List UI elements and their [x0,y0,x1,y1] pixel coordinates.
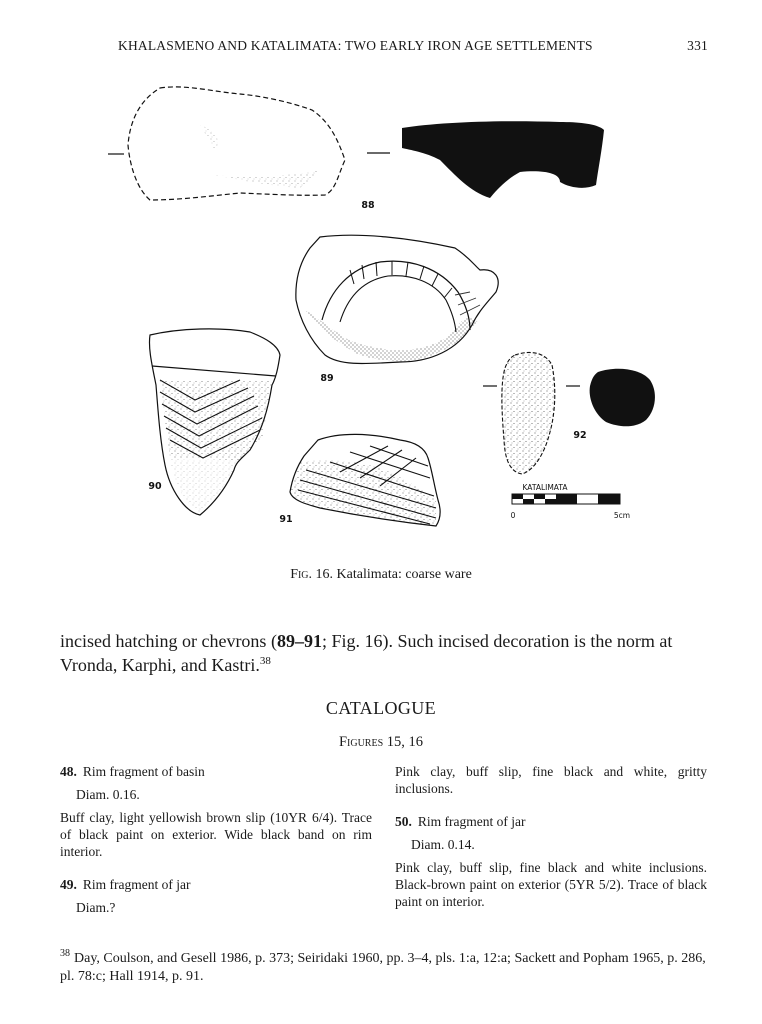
entry-50-name: Rim fragment of jar [417,814,526,829]
label-90: 90 [148,481,162,492]
sherd-92 [483,352,655,474]
catalogue-heading: CATALOGUE [325,698,437,718]
body-text-part1: incised hatching or chevrons ( [60,631,277,651]
sherd-91 [279,434,440,526]
sherd-88 [108,87,604,211]
entry-49-title [60,876,372,893]
sherd-89 [296,235,498,384]
caption-prefix: Fig. [290,567,313,582]
body-text-bold-ref: 89–91 [276,631,322,651]
entry-48-number: 48. [60,764,77,779]
entry-48-name: Rim fragment of basin [82,764,205,779]
entry-49-number: 49. [60,877,77,892]
scale-name: KATALIMATA [522,483,568,492]
sherd-90 [148,329,280,515]
body-paragraph [60,629,710,677]
label-91: 91 [279,514,293,525]
entry-49-name: Rim fragment of jar [82,877,191,892]
label-92: 92 [573,430,587,441]
scale-end: 5cm [613,511,631,520]
entry-49-desc: Pink clay, buff slip, fine black and white, gritty inclusions. [395,764,707,796]
caption-number: 16. [315,567,334,582]
running-title: KHALASMENO AND KATALIMATA: TWO EARLY IRON AGE SETTLEMENTS [118,38,593,53]
figure-16-drawings [0,70,762,550]
footnote-38 [60,950,710,986]
page-number: 331 [687,38,708,53]
label-89: 89 [320,373,334,384]
entry-48-diam: Diam. 0.16. [76,787,140,802]
footnote-ref: 38 [259,655,271,667]
catalogue-figures: Figures 15, 16 [338,734,424,750]
sherd-92-profile [590,369,655,427]
scale-bar [511,483,630,520]
caption-text: Katalimata: coarse ware [336,567,472,582]
body-text-part2: ; Fig. 16). Such incised decoration is the norm at Vronda, Karphi, and Kastri. [60,631,673,675]
entry-48-title [60,763,372,780]
footnote-text: Day, Coulson, and Gesell 1986, p. 373; Seiridaki 1960, pp. 3–4, pls. 1:a, 12:a; Sackett and Popham 1965, p. 286, pl. 78:c; Hall 1914, p. 91. [60,951,706,984]
scale-start: 0 [510,511,516,520]
catalogue-column-left [60,763,372,916]
catalogue-column-right [395,763,707,910]
sherd-88-profile [402,121,604,198]
entry-49-diam: Diam.? [76,900,116,915]
entry-50-diam: Diam. 0.14. [411,837,475,852]
entry-50-number: 50. [395,814,412,829]
entry-50-title [395,813,707,830]
footnote-number: 38 [60,948,70,960]
label-88: 88 [361,200,375,211]
entry-50-desc: Pink clay, buff slip, fine black and white inclusions. Black-brown paint on exterior (5YR 5/2). Trace of black paint on interior. [395,860,707,909]
entry-48-desc: Buff clay, light yellowish brown slip (10YR 6/4). Trace of black paint on exterior. Wide black band on rim interior. [60,810,372,859]
figure-caption [0,567,762,583]
